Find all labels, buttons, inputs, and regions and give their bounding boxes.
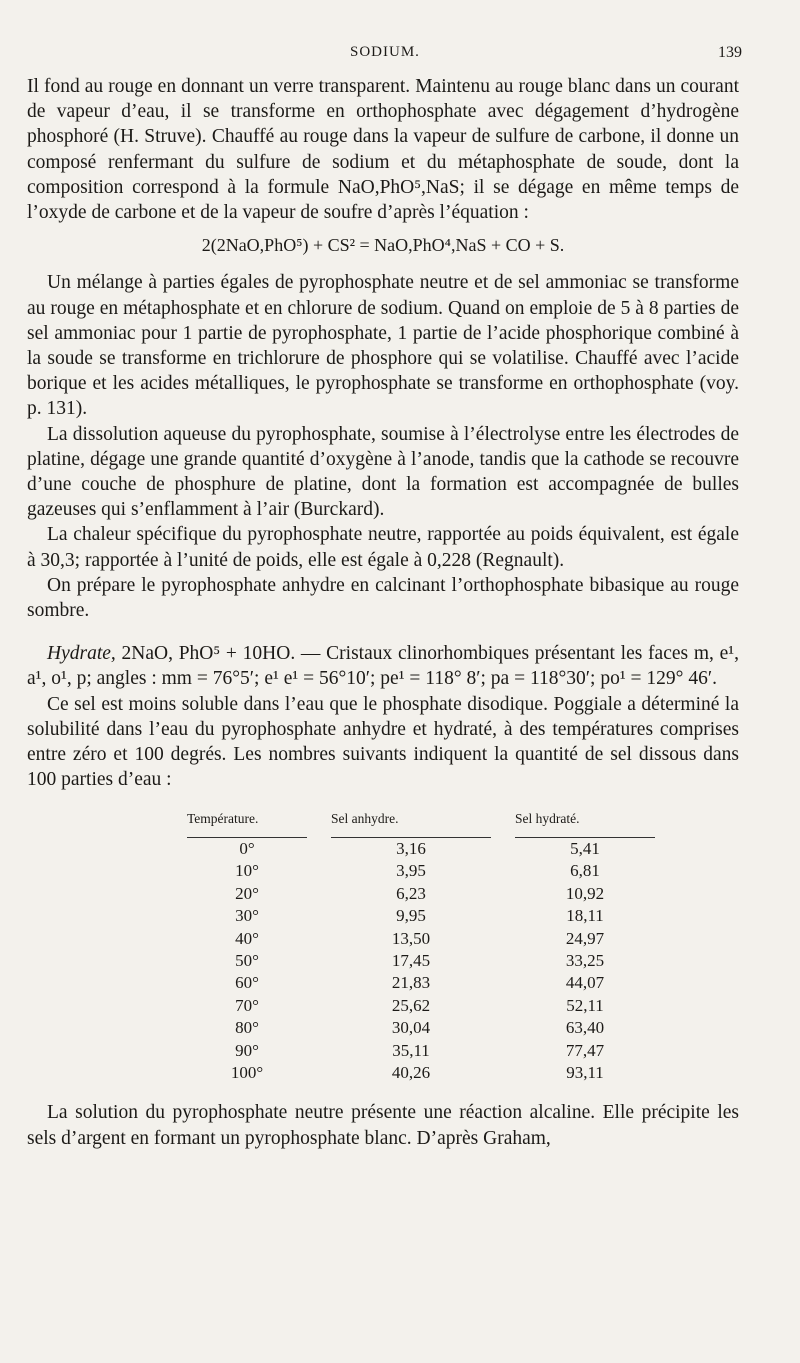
solubility-table xyxy=(27,808,739,1084)
cell-temperature: 30° xyxy=(235,906,259,926)
cell-sel-hydrate: 33,25 xyxy=(565,950,605,970)
cell-temperature: 70° xyxy=(235,995,259,1015)
table-body xyxy=(187,837,655,1084)
cell-sel-hydrate: 10,92 xyxy=(565,883,605,903)
cell-sel-anhydre: 13,50 xyxy=(391,928,431,948)
table-row xyxy=(187,860,655,882)
cell-temperature: 90° xyxy=(235,1040,259,1060)
cell-sel-hydrate: 24,97 xyxy=(565,928,605,948)
cell-temperature: 50° xyxy=(235,950,259,970)
cell-temperature: 20° xyxy=(235,883,259,903)
table-row xyxy=(187,972,655,994)
cell-sel-hydrate: 5,41 xyxy=(570,838,600,858)
cell-sel-anhydre: 30,04 xyxy=(391,1018,431,1038)
table-row xyxy=(187,837,655,860)
hydrate-description: 2NaO, PhO⁵ + 10HO. — Cristaux clinorhombiques présentant les faces m, e¹, a¹, o¹, p; angles : mm = 76°5′; e¹ e¹ = 56°10′; pe¹ = 118° 8′; pa = 118°30′; po¹ = 129° 46′. xyxy=(27,643,739,690)
cell-sel-hydrate: 63,40 xyxy=(565,1018,605,1038)
table-row xyxy=(187,995,655,1017)
paragraph-fusion: Il fond au rouge en donnant un verre transparent. Maintenu au rouge blanc dans un courant de vapeur d’eau, il se transforme en orthophosphate avec dégagement d’hydrogène phosphoré (H. Struve). Chauffé au rouge dans la vapeur de sulfure de carbone, il donne un composé renfermant du sulfure de sodium et du métaphosphate de soude, dont la composition correspond à la formule NaO,PhO⁵,NaS; il se dégage en même temps de l’oxyde de carbone et de la vapeur de soufre d’après l’équation : xyxy=(27,76,739,224)
cell-temperature: 0° xyxy=(239,838,255,858)
cell-sel-anhydre: 9,95 xyxy=(396,906,426,926)
paragraph-preparation: On prépare le pyrophosphate anhydre en calcinant l’orthophosphate bibasique au rouge sombre. xyxy=(27,574,739,622)
table-row xyxy=(187,1017,655,1039)
cell-sel-anhydre: 40,26 xyxy=(391,1062,431,1082)
paragraph-solution-alcaline: La solution du pyrophosphate neutre présente une réaction alcaline. Elle précipite les sels d’argent en formant un pyrophosphate blanc. D’après Graham, xyxy=(27,1102,739,1149)
cell-sel-anhydre: 3,16 xyxy=(396,838,426,858)
header-temperature: Température. xyxy=(187,808,307,837)
header-sel-hydrate: Sel hydraté. xyxy=(515,808,655,837)
table-row xyxy=(187,1062,655,1084)
cell-sel-hydrate: 18,11 xyxy=(566,906,604,926)
page-number: 139 xyxy=(718,44,742,61)
cell-temperature: 80° xyxy=(235,1018,259,1038)
cell-sel-hydrate: 6,81 xyxy=(570,861,600,881)
table-row xyxy=(187,950,655,972)
table-row xyxy=(187,1040,655,1062)
table-row xyxy=(187,928,655,950)
cell-sel-anhydre: 21,83 xyxy=(391,973,431,993)
paragraph-hydrate xyxy=(27,641,739,691)
chemical-equation: 2(2NaO,PhO⁵) + CS² = NaO,PhO⁴,NaS + CO + S. xyxy=(201,235,565,256)
paragraph-electrolyse: La dissolution aqueuse du pyrophosphate, soumise à l’électrolyse entre les électrodes de platine, dégage une grande quantité d’oxygène à l’anode, tandis que la cathode se recouvre d’une couche de phosphure de platine, dont la formation est accompagnée de bulles gazeuses qui s’enflamment à l’air (Burckard). xyxy=(27,423,739,521)
cell-sel-anhydre: 17,45 xyxy=(391,950,431,970)
section-gap xyxy=(27,623,739,641)
table-row xyxy=(187,905,655,927)
hydrate-heading: Hydrate, xyxy=(47,643,116,665)
header-sel-anhydre: Sel anhydre. xyxy=(331,808,491,837)
cell-sel-anhydre: 6,23 xyxy=(396,883,426,903)
cell-temperature: 40° xyxy=(235,928,259,948)
cell-sel-hydrate: 77,47 xyxy=(565,1040,605,1060)
cell-sel-hydrate: 52,11 xyxy=(566,995,604,1015)
cell-sel-hydrate: 93,11 xyxy=(566,1062,604,1082)
table-row xyxy=(187,883,655,905)
paragraph-sel-ammoniac: Un mélange à parties égales de pyrophosphate neutre et de sel ammoniac se transforme au rouge en métaphosphate et en chlorure de sodium. Quand on emploie de 5 à 8 parties de sel ammoniac pour 1 partie de pyrophosphate, 1 partie de l’acide phosphorique combiné à la soude se transforme en trichlorure de phosphore qui se volatilise. Chauffé avec l’acide borique et les acides métalliques, le pyrophosphate se transforme en orthophosphate (voy. p. 131). xyxy=(27,272,739,420)
paragraph-solubilite: Ce sel est moins soluble dans l’eau que le phosphate disodique. Poggiale a déterminé la solubilité dans l’eau du pyrophosphate anhydre et hydraté, à des températures comprises entre zéro et 100 degrés. Les nombres suivants indiquent la quantité de sel dissous dans 100 parties d’eau : xyxy=(27,693,739,791)
cell-sel-anhydre: 25,62 xyxy=(391,995,431,1015)
cell-temperature: 100° xyxy=(230,1062,264,1082)
body-text xyxy=(27,74,739,1151)
cell-sel-anhydre: 35,11 xyxy=(392,1040,430,1060)
page-header xyxy=(0,44,800,68)
running-head: SODIUM. xyxy=(350,44,420,60)
cell-temperature: 60° xyxy=(235,973,259,993)
cell-temperature: 10° xyxy=(235,861,259,881)
cell-sel-anhydre: 3,95 xyxy=(396,861,426,881)
cell-sel-hydrate: 44,07 xyxy=(565,973,605,993)
paragraph-chaleur-specifique: La chaleur spécifique du pyrophosphate neutre, rapportée au poids équivalent, est égale à 30,3; rapportée à l’unité de poids, elle est égale à 0,228 (Regnault). xyxy=(27,524,739,571)
